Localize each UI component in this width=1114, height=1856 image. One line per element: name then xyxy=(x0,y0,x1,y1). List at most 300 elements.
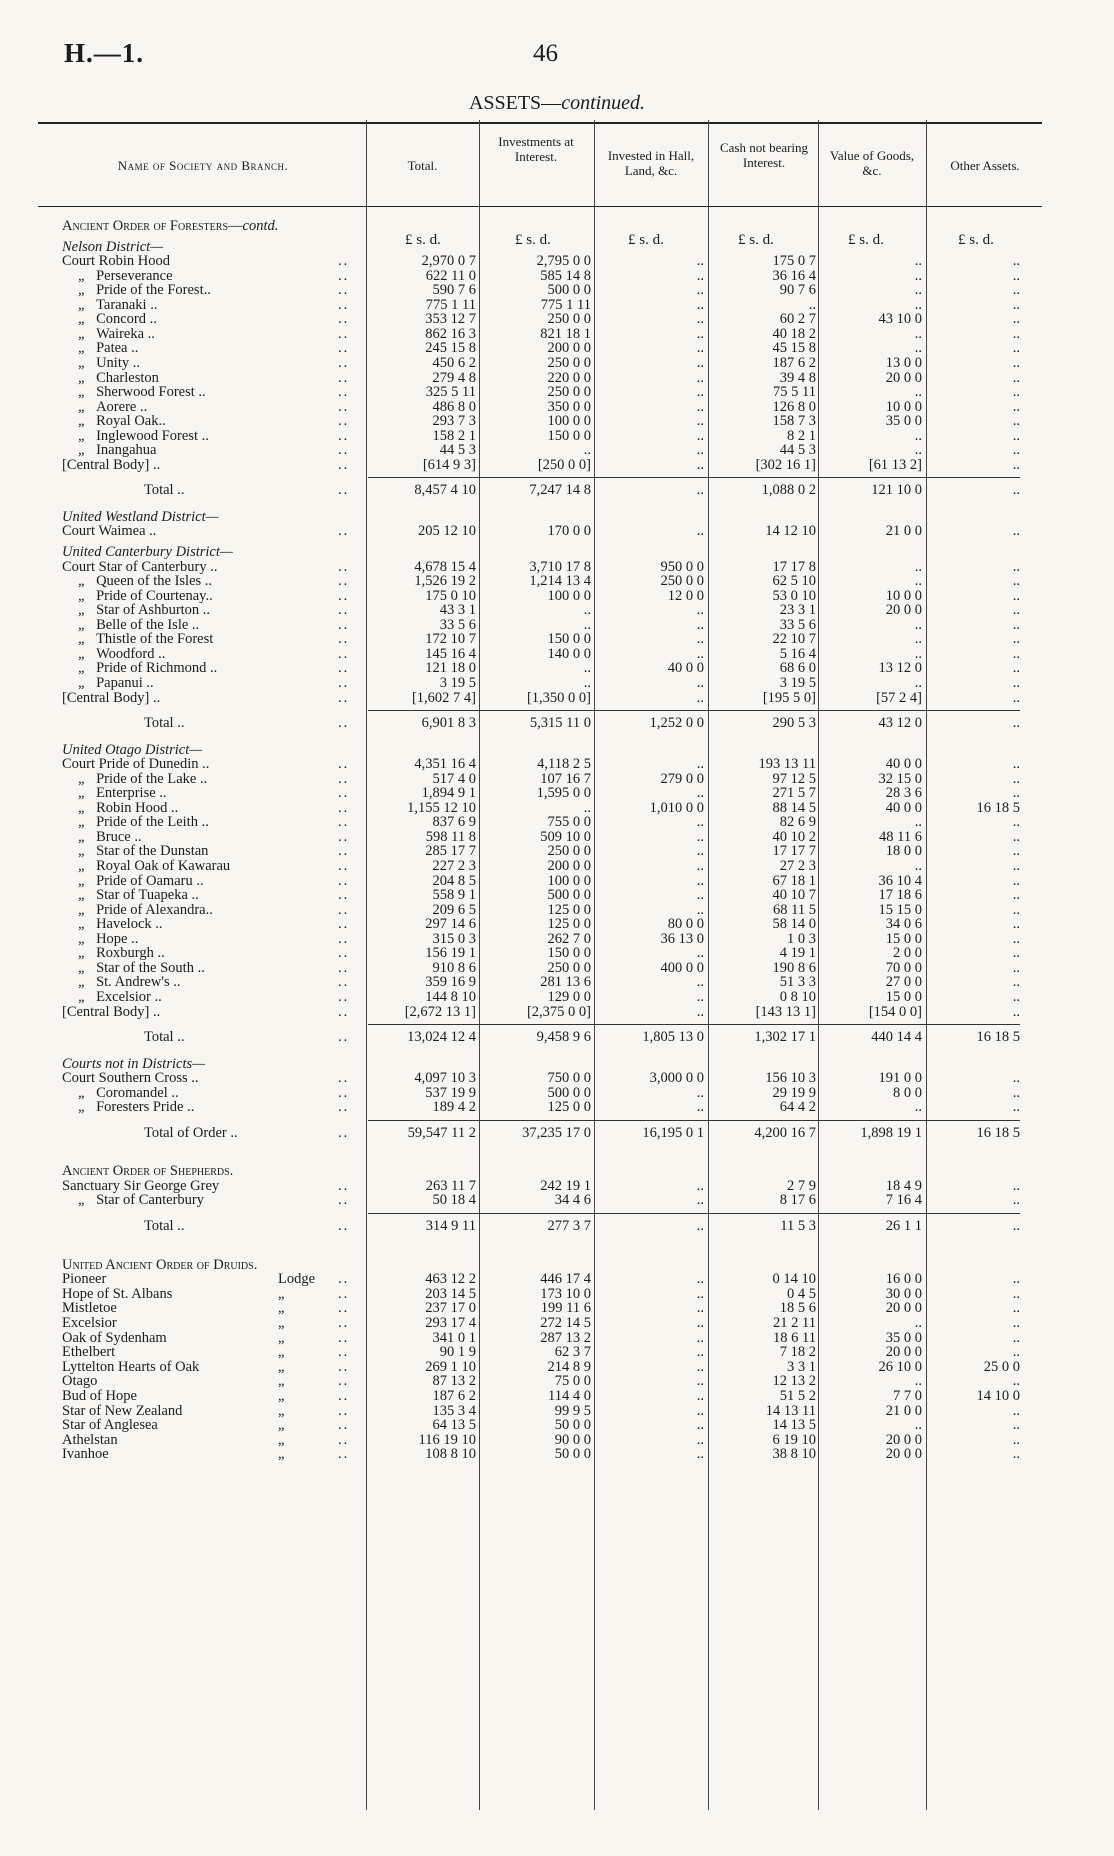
cell-value: 190 8 6 xyxy=(772,959,816,976)
row-name-text: Courts not in Districts— xyxy=(62,1055,206,1072)
cell-value: 64 13 5 xyxy=(432,1417,476,1434)
cell-value: .. xyxy=(1012,858,1020,874)
lodge-tag: „ xyxy=(278,1344,285,1361)
row-name-text: United Canterbury District— xyxy=(62,544,233,560)
cell-value: 500 0 0 xyxy=(547,1084,591,1101)
cell-value: .. xyxy=(1012,267,1020,284)
cell-value: 145 16 4 xyxy=(425,645,476,662)
row-name-text: Ancient Order of Shepherds. xyxy=(62,1163,234,1180)
row-label xyxy=(62,457,160,474)
cell-value: [250 0 0] xyxy=(537,456,591,473)
row-name-text: Pride of Alexandra.. xyxy=(96,901,213,918)
row-name-text: Royal Oak of Kawarau xyxy=(96,858,231,874)
leader-dots: .. xyxy=(338,413,350,430)
cell-value: .. xyxy=(696,267,704,284)
total-row xyxy=(0,1125,1114,1142)
leader-dots: .. xyxy=(338,770,350,787)
row-label xyxy=(144,1218,184,1235)
cell-value: 262 7 0 xyxy=(547,930,591,947)
cell-value: 4,118 2 5 xyxy=(537,756,591,773)
cell-value: 90 1 9 xyxy=(439,1344,476,1361)
cell-value: 21 0 0 xyxy=(885,1402,922,1419)
cell-value: 598 11 8 xyxy=(425,828,476,845)
cell-value: 200 0 0 xyxy=(547,340,591,357)
table-row xyxy=(0,1446,1114,1463)
row-name-text: United Ancient Order of Druids. xyxy=(62,1256,258,1273)
cell-value: 175 0 7 xyxy=(772,253,816,270)
cell-value: 250 0 0 xyxy=(547,354,591,371)
leader-dots: .. xyxy=(338,887,350,904)
cell-value: 287 13 2 xyxy=(540,1329,591,1346)
cell-value: .. xyxy=(1012,354,1020,371)
row-name-text: Foresters Pride .. xyxy=(96,1099,195,1116)
subtotal-rule xyxy=(368,710,1020,711)
cell-value: 272 14 5 xyxy=(540,1314,591,1331)
cell-value: .. xyxy=(1012,573,1020,590)
cell-value: 8 0 0 xyxy=(893,1084,922,1101)
cell-value: 3 19 5 xyxy=(439,674,476,691)
cell-value: 18 6 11 xyxy=(773,1329,816,1346)
cell-value: 187 6 2 xyxy=(432,1387,476,1404)
lodge-tag: „ xyxy=(278,1329,285,1346)
cell-value: 116 19 10 xyxy=(418,1431,476,1448)
col-header-goods: Value of Goods, &c. xyxy=(829,148,915,178)
ditto-mark: „ xyxy=(78,442,87,459)
row-name-text: Oak of Sydenham xyxy=(62,1329,167,1346)
leader-dots: .. xyxy=(338,616,350,633)
cell-value: 1,898 19 1 xyxy=(860,1124,922,1141)
cell-value: .. xyxy=(1012,843,1020,860)
cell-value: 2 0 0 xyxy=(893,945,922,962)
leader-dots: .. xyxy=(338,296,350,313)
cell-value: .. xyxy=(696,354,704,371)
cell-value: .. xyxy=(696,674,704,691)
ditto-mark: „ xyxy=(78,340,87,357)
ditto-mark: „ xyxy=(78,901,87,918)
cell-value: 43 10 0 xyxy=(878,311,922,328)
cell-value: .. xyxy=(914,442,922,459)
row-name-text: Star of Anglesea xyxy=(62,1417,158,1434)
cell-value: 90 7 6 xyxy=(779,282,816,299)
cell-value: 88 14 5 xyxy=(772,799,816,816)
cell-value: .. xyxy=(1012,715,1020,732)
cell-value: 48 11 6 xyxy=(879,828,922,845)
cell-value: 50 18 4 xyxy=(432,1192,476,1209)
cell-value: .. xyxy=(1012,988,1020,1005)
cell-value: 70 0 0 xyxy=(885,959,922,976)
cell-value: .. xyxy=(696,631,704,648)
cell-value: .. xyxy=(1012,631,1020,648)
cell-value: 242 19 1 xyxy=(540,1177,591,1194)
cell-value: 10 0 0 xyxy=(885,587,922,604)
lodge-tag: „ xyxy=(278,1300,285,1317)
leader-dots: .. xyxy=(338,1029,350,1046)
row-name-text: St. Andrew's .. xyxy=(96,974,181,991)
cell-value: .. xyxy=(1012,974,1020,991)
row-name-text: Court Star of Canterbury .. xyxy=(62,558,218,575)
cell-value: 40 0 0 xyxy=(667,660,704,677)
cell-value: 14 13 5 xyxy=(772,1417,816,1434)
total-row xyxy=(0,1029,1114,1046)
cell-value: .. xyxy=(696,1314,704,1331)
cell-value: 7,247 14 8 xyxy=(529,482,591,499)
cell-value: .. xyxy=(696,1358,704,1375)
cell-value: 125 0 0 xyxy=(547,901,591,918)
cell-value: [195 5 0] xyxy=(762,689,816,706)
cell-value: .. xyxy=(583,602,591,619)
ditto-mark: „ xyxy=(78,267,87,284)
row-name-text: Total .. xyxy=(144,715,185,732)
cell-value: 755 0 0 xyxy=(547,814,591,831)
row-name-text: Hope .. xyxy=(96,930,139,947)
leader-dots: .. xyxy=(338,587,350,604)
row-name-text: Enterprise .. xyxy=(96,785,167,802)
cell-value: .. xyxy=(1012,296,1020,313)
cell-value: 22 10 7 xyxy=(772,631,816,648)
row-name-text: Ivanhoe xyxy=(62,1446,109,1463)
ditto-mark: „ xyxy=(78,930,87,947)
leader-dots: .. xyxy=(338,398,350,415)
cell-value: 25 0 0 xyxy=(983,1358,1020,1375)
cell-value: .. xyxy=(1012,1177,1020,1194)
leader-dots: .. xyxy=(338,814,350,831)
row-label xyxy=(78,1192,204,1209)
cell-value: 16,195 0 1 xyxy=(642,1124,704,1141)
cell-value: 7 7 0 xyxy=(893,1387,922,1404)
row-name-text: Court Robin Hood xyxy=(62,253,170,270)
lodge-tag: „ xyxy=(278,1285,285,1302)
cell-value: 0 4 5 xyxy=(787,1285,816,1302)
row-name-text: Robin Hood .. xyxy=(96,799,179,816)
row-name-text: Patea .. xyxy=(96,340,139,357)
cell-value: 486 8 0 xyxy=(432,398,476,415)
cell-value: .. xyxy=(914,282,922,299)
leader-dots: .. xyxy=(338,558,350,575)
leader-dots: .. xyxy=(338,311,350,328)
cell-value: 290 5 3 xyxy=(772,715,816,732)
cell-value: .. xyxy=(914,1099,922,1116)
row-name-text: Athelstan xyxy=(62,1431,118,1448)
cell-value: 26 1 1 xyxy=(885,1218,922,1234)
cell-value: .. xyxy=(696,282,704,299)
row-name-text: United Westland District— xyxy=(62,508,219,525)
cell-value: .. xyxy=(696,1218,704,1234)
leader-dots: .. xyxy=(338,916,350,933)
col-header-hall: Invested in Hall, Land, &c. xyxy=(607,148,695,178)
leader-dots: .. xyxy=(338,1003,350,1020)
cell-value: 53 0 10 xyxy=(772,587,816,604)
cell-value: .. xyxy=(914,267,922,284)
cell-value: 14 10 0 xyxy=(976,1387,1020,1404)
cell-value: .. xyxy=(696,398,704,415)
row-name-text: Mistletoe xyxy=(62,1300,117,1317)
cell-value: 51 3 3 xyxy=(779,974,816,991)
cell-value: 1,894 9 1 xyxy=(421,785,476,802)
cell-value: .. xyxy=(1012,456,1020,473)
total-row xyxy=(0,1218,1114,1235)
cell-value: 40 10 7 xyxy=(772,887,816,904)
ditto-mark: „ xyxy=(78,296,87,313)
cell-value: 39 4 8 xyxy=(779,369,816,386)
cell-value: 359 16 9 xyxy=(425,974,476,991)
row-name-text: Woodford .. xyxy=(96,645,166,662)
cell-value: .. xyxy=(696,1373,704,1390)
cell-value: 3,000 0 0 xyxy=(649,1070,704,1087)
cell-value: .. xyxy=(1012,828,1020,845)
cell-value: .. xyxy=(1012,785,1020,802)
cell-value: 36 16 4 xyxy=(772,267,816,284)
leader-dots: .. xyxy=(338,282,350,299)
ditto-mark: „ xyxy=(78,828,87,845)
row-name-text: Court Pride of Dunedin .. xyxy=(62,756,210,773)
cell-value: 537 19 9 xyxy=(425,1084,476,1101)
cell-value: .. xyxy=(1012,1314,1020,1331)
cell-value: .. xyxy=(583,660,591,677)
ditto-mark: „ xyxy=(78,974,87,991)
ditto-mark: „ xyxy=(78,1099,87,1116)
row-label xyxy=(62,690,160,707)
cell-value: .. xyxy=(583,799,591,816)
leader-dots: .. xyxy=(338,674,350,691)
cell-value: .. xyxy=(696,785,704,802)
row-name-text: Excelsior xyxy=(62,1314,117,1331)
row-label xyxy=(62,218,278,235)
row-name-text: Coromandel .. xyxy=(96,1084,179,1101)
row-name-text: Total .. xyxy=(144,1029,185,1046)
col-header-cash: Cash not bearing Interest. xyxy=(719,140,809,170)
ditto-mark: „ xyxy=(78,660,87,677)
cell-value: 18 5 6 xyxy=(779,1300,816,1317)
row-name-text: Court Waimea .. xyxy=(62,523,157,540)
subtotal-rule xyxy=(368,477,1020,478)
cell-value: 129 0 0 xyxy=(547,988,591,1005)
row-label xyxy=(62,1004,160,1021)
leader-dots: .. xyxy=(338,1177,350,1194)
units-goods: £ s. d. xyxy=(848,232,884,248)
row-name-text: Bruce .. xyxy=(96,828,142,845)
cell-value: .. xyxy=(696,988,704,1005)
row-name-text: Royal Oak.. xyxy=(96,413,166,430)
cell-value: 170 0 0 xyxy=(547,523,591,540)
ditto-mark: „ xyxy=(78,785,87,802)
leader-dots: .. xyxy=(338,267,350,284)
leader-dots: .. xyxy=(338,631,350,648)
row-name-text: Concord .. xyxy=(96,311,157,328)
ditto-mark: „ xyxy=(78,843,87,860)
cell-value: .. xyxy=(1012,325,1020,342)
cell-value: 40 18 2 xyxy=(772,325,816,342)
cell-value: .. xyxy=(1012,1003,1020,1020)
cell-value: .. xyxy=(696,1387,704,1404)
cell-value: [61 13 2] xyxy=(868,456,922,473)
col-header-name: Name of Society and Branch. xyxy=(117,158,289,173)
cell-value: 34 4 6 xyxy=(554,1192,591,1209)
leader-dots: .. xyxy=(338,645,350,662)
cell-value: .. xyxy=(1012,660,1020,677)
cell-value: .. xyxy=(583,674,591,691)
cell-value: [614 9 3] xyxy=(422,456,476,473)
leader-dots: .. xyxy=(338,1218,350,1234)
cell-value: 558 9 1 xyxy=(432,887,476,904)
cell-value: .. xyxy=(914,1417,922,1434)
cell-value: 0 8 10 xyxy=(779,988,816,1005)
cell-value: .. xyxy=(1012,645,1020,662)
cell-value: 189 4 2 xyxy=(432,1099,476,1116)
row-name-text: Belle of the Isle .. xyxy=(96,616,200,633)
row-name-text: Total of Order .. xyxy=(144,1124,238,1141)
cell-value: 220 0 0 xyxy=(547,369,591,386)
cell-value: .. xyxy=(583,616,591,633)
cell-value: 325 5 11 xyxy=(425,384,476,401)
cell-value: 20 0 0 xyxy=(885,1446,922,1463)
leader-dots: .. xyxy=(338,1300,350,1317)
cell-value: .. xyxy=(696,325,704,342)
table-row xyxy=(0,1004,1114,1021)
leader-dots: .. xyxy=(338,756,350,773)
ditto-mark: „ xyxy=(78,1084,87,1101)
subtotal-rule xyxy=(368,1120,1020,1121)
leader-dots: .. xyxy=(338,1285,350,1302)
row-label xyxy=(78,1099,194,1116)
cell-value: .. xyxy=(1012,311,1020,328)
cell-value: 14 12 10 xyxy=(765,523,816,540)
cell-value: 5,315 11 0 xyxy=(529,715,591,732)
cell-value: .. xyxy=(696,1271,704,1288)
cell-value: 20 0 0 xyxy=(885,1300,922,1317)
cell-value: .. xyxy=(1012,756,1020,773)
cell-value: .. xyxy=(696,1300,704,1317)
subtotal-rule xyxy=(368,1024,1020,1025)
ditto-mark: „ xyxy=(78,945,87,962)
ditto-mark: „ xyxy=(78,616,87,633)
leader-dots: .. xyxy=(338,1402,350,1419)
cell-value: 62 3 7 xyxy=(554,1344,591,1361)
cell-value: 40 10 2 xyxy=(772,828,816,845)
cell-value: .. xyxy=(1012,1271,1020,1288)
cell-value: .. xyxy=(914,325,922,342)
cell-value: 204 8 5 xyxy=(432,872,476,889)
ditto-mark: „ xyxy=(78,384,87,401)
cell-value: .. xyxy=(696,1099,704,1116)
row-name-text: Roxburgh .. xyxy=(96,945,165,962)
ditto-mark: „ xyxy=(78,645,87,662)
ditto-mark: „ xyxy=(78,887,87,904)
cell-value: 517 4 0 xyxy=(432,770,476,787)
cell-value: .. xyxy=(1012,282,1020,299)
row-name-text: Pride of the Lake .. xyxy=(96,770,208,787)
cell-value: .. xyxy=(1012,1084,1020,1101)
cell-value: 43 12 0 xyxy=(878,715,922,732)
leader-dots: .. xyxy=(338,828,350,845)
row-name-text: Star of Ashburton .. xyxy=(96,602,211,619)
cell-value: .. xyxy=(1012,770,1020,787)
cell-value: .. xyxy=(696,413,704,430)
cell-value: 281 13 6 xyxy=(540,974,591,991)
cell-value: 16 0 0 xyxy=(885,1271,922,1288)
leader-dots: .. xyxy=(338,340,350,357)
leader-dots: .. xyxy=(338,901,350,918)
cell-value: 269 1 10 xyxy=(425,1358,476,1375)
cell-value: .. xyxy=(696,858,704,874)
cell-value: .. xyxy=(1012,1218,1020,1234)
row-name-text: Charleston xyxy=(96,369,159,386)
cell-value: 1,526 19 2 xyxy=(414,573,476,590)
row-name-text: Sherwood Forest .. xyxy=(96,384,206,401)
cell-value: 43 3 1 xyxy=(439,602,476,619)
cell-value: 446 17 4 xyxy=(540,1271,591,1288)
ditto-mark: „ xyxy=(78,369,87,386)
leader-dots: .. xyxy=(338,1084,350,1101)
cell-value: 509 10 0 xyxy=(540,828,591,845)
table-row xyxy=(0,523,1114,540)
leader-dots: .. xyxy=(338,988,350,1005)
page-number: 46 xyxy=(533,40,558,67)
cell-value: 5 16 4 xyxy=(779,645,816,662)
leader-dots: .. xyxy=(338,1070,350,1087)
cell-value: 2,795 0 0 xyxy=(536,253,591,270)
cell-value: 36 10 4 xyxy=(878,872,922,889)
row-label xyxy=(144,715,184,732)
cell-value: 26 10 0 xyxy=(878,1358,922,1375)
page-title: ASSETS—continued. xyxy=(468,92,646,114)
cell-value: 237 17 0 xyxy=(425,1300,476,1317)
cell-value: 28 3 6 xyxy=(885,785,922,802)
ditto-mark: „ xyxy=(78,674,87,691)
units-investments: £ s. d. xyxy=(515,232,551,248)
ditto-mark: „ xyxy=(78,988,87,1005)
ditto-mark: „ xyxy=(78,959,87,976)
leader-dots: .. xyxy=(338,384,350,401)
row-name-text: Star of New Zealand xyxy=(62,1402,183,1419)
cell-value: 20 0 0 xyxy=(885,602,922,619)
leader-dots: .. xyxy=(338,1314,350,1331)
cell-value: 775 1 11 xyxy=(540,296,591,313)
cell-value: 30 0 0 xyxy=(885,1285,922,1302)
lodge-tag: „ xyxy=(278,1387,285,1404)
ditto-mark: „ xyxy=(78,872,87,889)
leader-dots: .. xyxy=(338,456,350,473)
cell-value: 8 2 1 xyxy=(787,427,816,444)
leader-dots: .. xyxy=(338,1124,350,1141)
cell-value: 200 0 0 xyxy=(547,858,591,874)
cell-value: 6,901 8 3 xyxy=(421,715,476,732)
cell-value: 59,547 11 2 xyxy=(407,1124,476,1141)
cell-value: 16 18 5 xyxy=(976,1029,1020,1046)
leader-dots: .. xyxy=(338,715,350,732)
leader-dots: .. xyxy=(338,843,350,860)
col-header-investments: Investments at Interest. xyxy=(498,134,574,164)
leader-dots: .. xyxy=(338,660,350,677)
cell-value: 14 13 11 xyxy=(765,1402,816,1419)
row-name-text: Inglewood Forest .. xyxy=(96,427,209,444)
cell-value: 950 0 0 xyxy=(660,558,704,575)
cell-value: 32 15 0 xyxy=(878,770,922,787)
table-row xyxy=(0,1192,1114,1209)
cell-value: 227 2 3 xyxy=(432,858,476,874)
cell-value: 203 14 5 xyxy=(425,1285,476,1302)
cell-value: .. xyxy=(696,523,704,540)
cell-value: 29 19 9 xyxy=(772,1084,816,1101)
cell-value: .. xyxy=(1012,369,1020,386)
cell-value: 27 0 0 xyxy=(885,974,922,991)
cell-value: .. xyxy=(696,1084,704,1101)
cell-value: 862 16 3 xyxy=(425,325,476,342)
cell-value: 1,088 0 2 xyxy=(761,482,816,499)
cell-value: 20 0 0 xyxy=(885,1431,922,1448)
cell-value: .. xyxy=(1012,1329,1020,1346)
cell-value: 97 12 5 xyxy=(772,770,816,787)
cell-value: 450 6 2 xyxy=(432,354,476,371)
